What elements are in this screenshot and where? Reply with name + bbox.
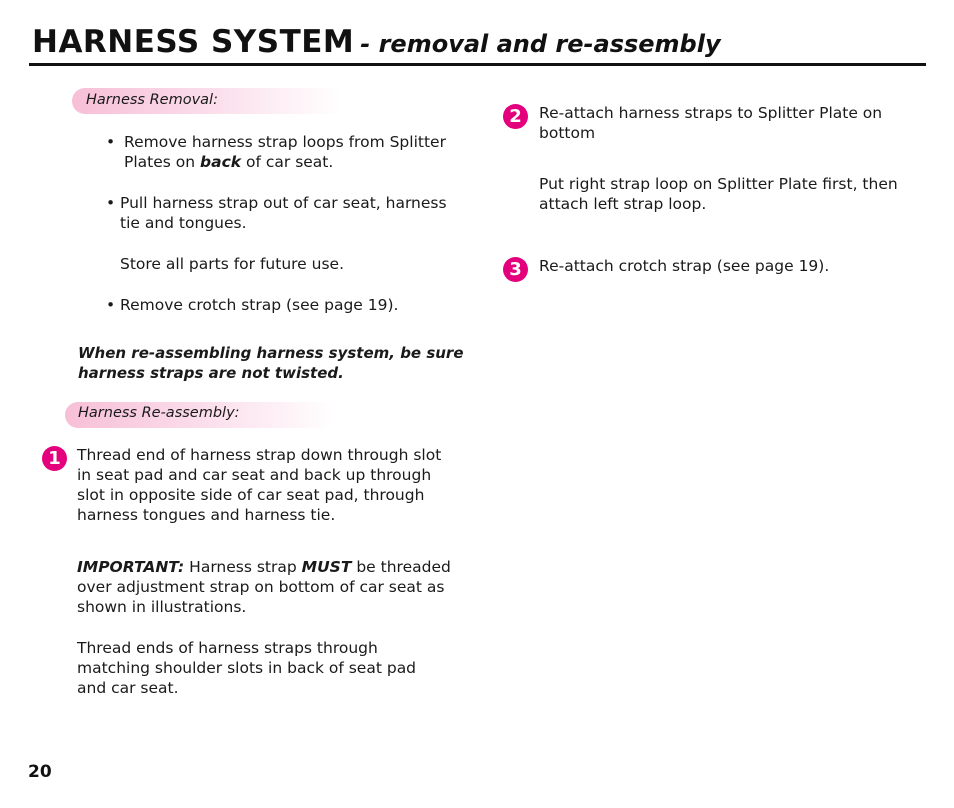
emphasis-back: back (200, 153, 242, 171)
step-3-text: Re-attach crotch strap (see page 19). (539, 257, 830, 275)
removal-bullet-3: Remove crotch strap (see page 19). (120, 296, 399, 314)
step-2-subtext: Put right strap loop on Splitter Plate first, then attach left strap loop. (539, 175, 898, 213)
bullet-marker: • (106, 296, 116, 314)
thread-ends-text: Thread ends of harness straps through matching shoulder slots in back of seat pad and car seat. (77, 639, 417, 697)
step-3-badge: 3 (503, 257, 528, 282)
step-2-text: Re-attach harness straps to Splitter Plate on bottom (539, 104, 883, 142)
emphasis-must: MUST (301, 558, 352, 576)
step-2-badge: 2 (503, 104, 528, 129)
twist-note-line-1: When re-assembling harness system, be sure (78, 344, 464, 362)
page-number: 20 (28, 762, 52, 782)
step-1-text: Thread end of harness strap down through slot in seat pad and car seat and back up through slot in opposite side of car seat pad, through harness tongues and harness tie. (77, 446, 442, 524)
bullet-marker: • (106, 133, 116, 151)
twist-note-line-2: harness straps are not twisted. (78, 364, 344, 382)
page-title (32, 24, 721, 60)
title-subtitle: - removal and re-assembly (360, 30, 721, 58)
store-parts-text: Store all parts for future use. (120, 255, 345, 273)
bullet-marker: • (106, 194, 116, 212)
removal-bullet-2-line-2: tie and tongues. (120, 214, 247, 232)
title-rule (29, 63, 926, 66)
removal-bullet-2-line-1: Pull harness strap out of car seat, harness (120, 194, 447, 212)
removal-bullet-1: Remove harness strap loops from Splitter Plates on back of car seat. (124, 133, 446, 171)
step-1-badge: 1 (42, 446, 67, 471)
reassembly-heading: Harness Re-assembly: (78, 405, 240, 421)
removal-heading: Harness Removal: (86, 92, 218, 108)
important-note: IMPORTANT: Harness strap MUST be threaded over adjustment strap on bottom of car seat as shown in illustrations. (77, 558, 451, 616)
title-main: HARNESS SYSTEM (32, 24, 355, 60)
important-label: IMPORTANT: (77, 558, 185, 576)
